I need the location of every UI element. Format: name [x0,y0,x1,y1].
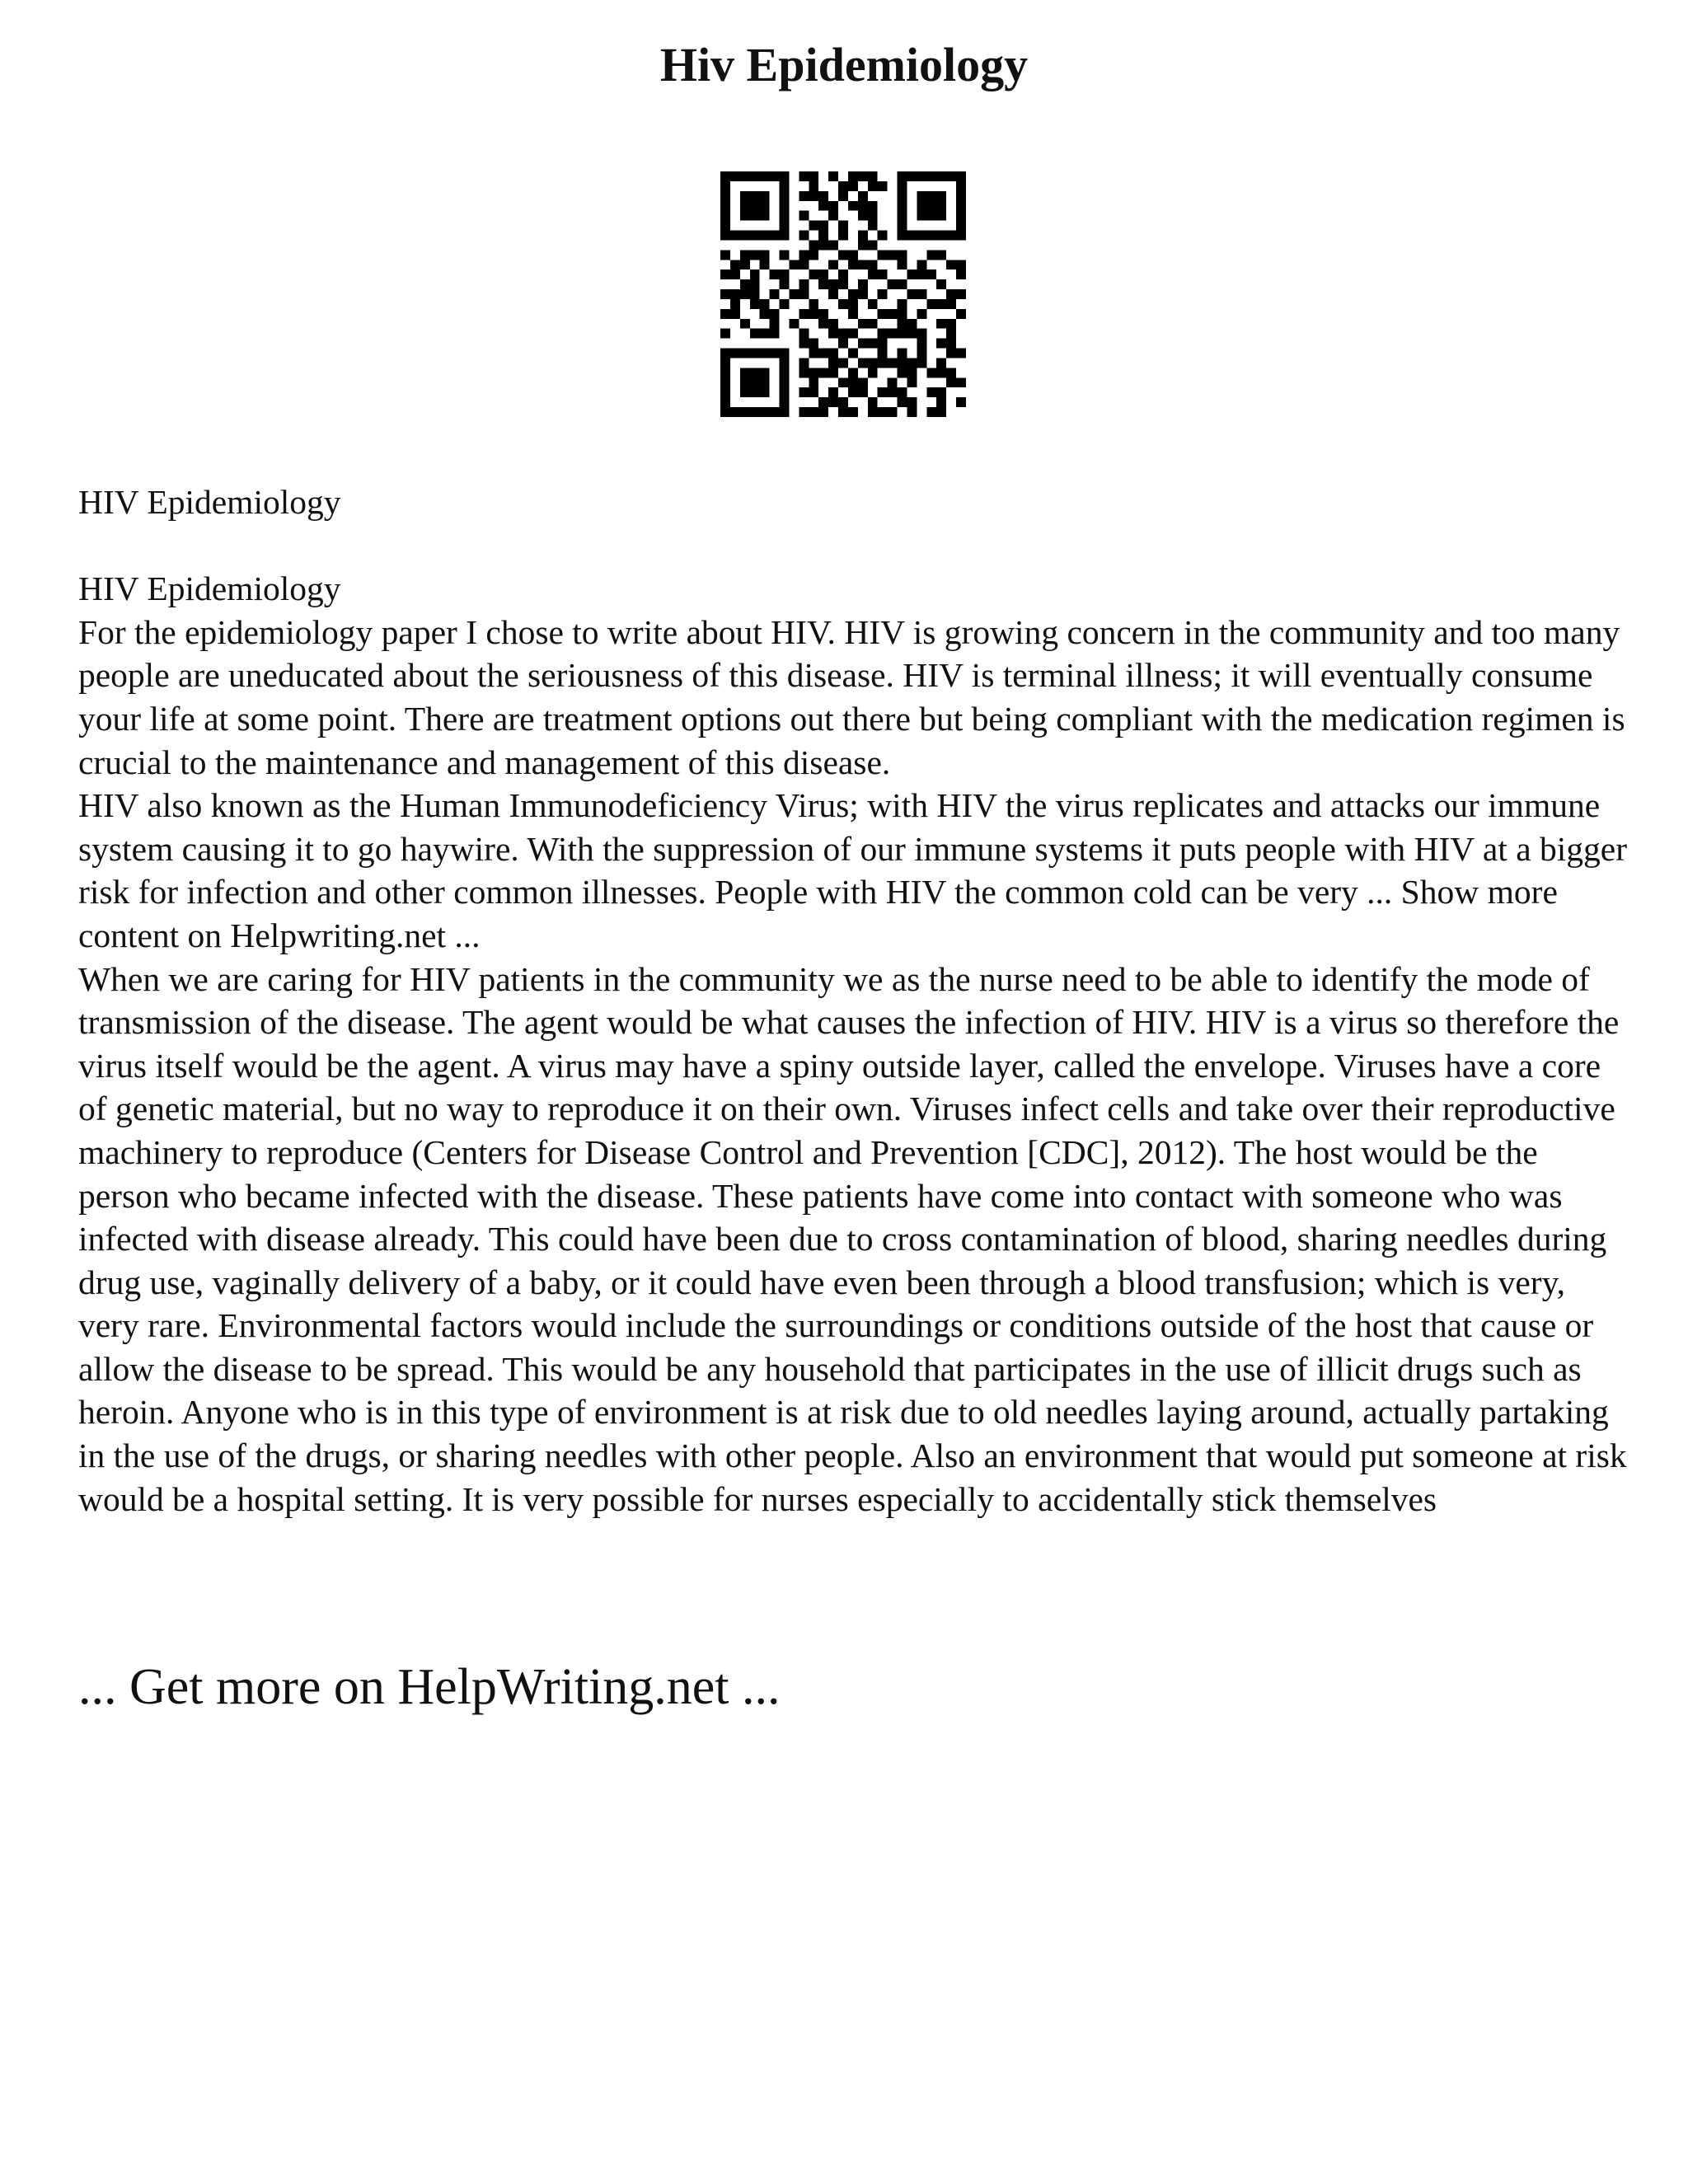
document-body [78,480,1628,1521]
body-paragraph-3: When we are caring for HIV patients in the community we as the nurse need to be able to identify the mode of transmission of the disease. The agent would be what causes the infection of HIV. HIV is a virus so therefore the virus itself would be the agent. A virus may have a spiny outside layer, called the envelope. Viruses have a core of genetic material, but no way to reproduce it on their own. Viruses infect cells and take over their reproductive machinery to reproduce (Centers for Disease Control and Prevention [CDC], 2012). The host would be the person who became infected with the disease. These patients have come into contact with someone who was infected with disease already. This could have been due to cross contamination of blood, sharing needles during drug use, vaginally delivery of a baby, or it could have even been through a blood transfusion; which is very, very rare. Environmental factors would include the surroundings or conditions outside of the host that cause or allow the disease to be spread. This would be any household that participates in the use of illicit drugs such as heroin. Anyone who is in this type of environment is at risk due to old needles laying around, actually partaking in the use of the drugs, or sharing needles with other people. Also an environment that would put someone at risk would be a hospital setting. It is very possible for nurses especially to accidentally stick themselves [78,959,1627,1518]
body-paragraph-2: HIV also known as the Human Immunodeficiency Virus; with HIV the virus replicates and attacks our immune system causing it to go haywire. With the suppression of our immune systems it puts people with HIV at a bigger risk for infection and other common illnesses. People with HIV the common cold can be very ... Show more content on Helpwriting.net ... [78,786,1628,954]
section-heading-2: HIV Epidemiology [78,569,341,608]
document-title: Hiv Epidemiology [659,38,1029,91]
qr-code [720,171,966,417]
section-heading-1: HIV Epidemiology [78,483,341,521]
body-paragraph-1: For the epidemiology paper I chose to write about HIV. HIV is growing concern in the community and too many people are uneducated about the seriousness of this disease. HIV is terminal illness; it will eventually consume your life at some point. There are treatment options out there but being compliant with the medication regimen is crucial to the maintenance and management of this disease. [78,612,1625,781]
get-more-link[interactable]: ... Get more on HelpWriting.net ... [78,1659,781,1715]
spacer [78,524,1628,568]
qr-code-image [720,171,966,417]
